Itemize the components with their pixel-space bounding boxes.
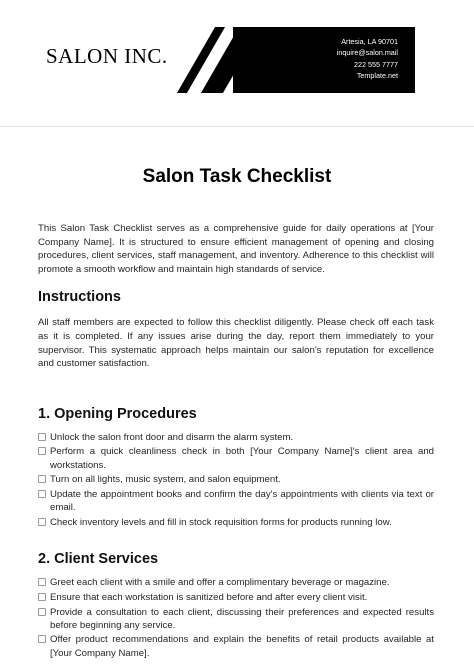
- checkbox[interactable]: [38, 447, 46, 455]
- contact-info: [337, 36, 398, 81]
- checklist-item-text: Ensure that each workstation is sanitized before and after every client visit.: [50, 591, 368, 603]
- checklist-item: [38, 591, 434, 604]
- checkbox[interactable]: [38, 608, 46, 616]
- checklist-item: [38, 445, 434, 471]
- company-logo: SALON INC.: [46, 44, 168, 68]
- checkbox[interactable]: [38, 593, 46, 601]
- contact-address: Artesia, LA 90701: [341, 37, 398, 46]
- checklist-item-text: Provide a consultation to each client, discussing their preferences and expected results before beginning any service.: [50, 606, 434, 631]
- checklist-item-text: Check inventory levels and fill in stock requisition forms for products running low.: [50, 516, 392, 528]
- checklist-item: [38, 488, 434, 514]
- checklist-item: [38, 606, 434, 632]
- checkbox[interactable]: [38, 490, 46, 498]
- document-title: Salon Task Checklist: [142, 166, 332, 187]
- checkbox[interactable]: [38, 518, 46, 526]
- checklist-item-text: Greet each client with a smile and offer a complimentary beverage or magazine.: [50, 577, 390, 589]
- contact-email: inquire@salon.mail: [336, 48, 398, 58]
- checklist-item-text: Perform a quick cleanliness check in both [Your Company Name]'s client area and workstations.: [50, 446, 434, 471]
- checkbox[interactable]: [38, 578, 46, 586]
- letterhead: [0, 0, 474, 127]
- instructions-paragraph: All staff members are expected to follow this checklist diligently. Please check off each task as it is completed. If any issues arise during the day, report them immediately to your supervisor. This systematic approach helps maintain our salon's reputation for excellence and customer satisfaction.: [38, 317, 434, 370]
- checklist-item-text: Offer product recommendations and explain the benefits of retail products available at [Your Company Name].: [50, 634, 434, 659]
- checkbox[interactable]: [38, 635, 46, 643]
- checkbox[interactable]: [38, 433, 46, 441]
- checklist-item: [38, 431, 434, 444]
- checklist-item: [38, 576, 434, 589]
- checklist-item-text: Turn on all lights, music system, and salon equipment.: [50, 474, 281, 486]
- checklist-item-text: Update the appointment books and confirm the day's appointments with clients via text or email.: [50, 489, 434, 514]
- intro-paragraph: This Salon Task Checklist serves as a comprehensive guide for daily operations at [Your Company Name]. It is structured to ensure efficient management of opening and closing procedures, client services, staff management, and inventory. Adherence to this checklist will promote a smooth workflow and maintain high standards of service.: [38, 223, 434, 275]
- document-body: [38, 222, 434, 661]
- section-heading-client-services: 2. Client Services: [38, 551, 159, 568]
- checklist-item-text: Unlock the salon front door and disarm the alarm system.: [50, 431, 294, 443]
- client-services-checklist: [38, 576, 434, 660]
- checklist-item: [38, 633, 434, 659]
- contact-phone: 222 555 7777: [354, 59, 398, 69]
- instructions-heading: Instructions: [38, 289, 121, 306]
- checklist-item: [38, 473, 434, 486]
- opening-checklist: [38, 431, 434, 529]
- checkbox[interactable]: [38, 475, 46, 483]
- checklist-item: [38, 516, 434, 529]
- section-heading-opening: 1. Opening Procedures: [38, 405, 197, 422]
- contact-website: Template.net: [356, 70, 398, 80]
